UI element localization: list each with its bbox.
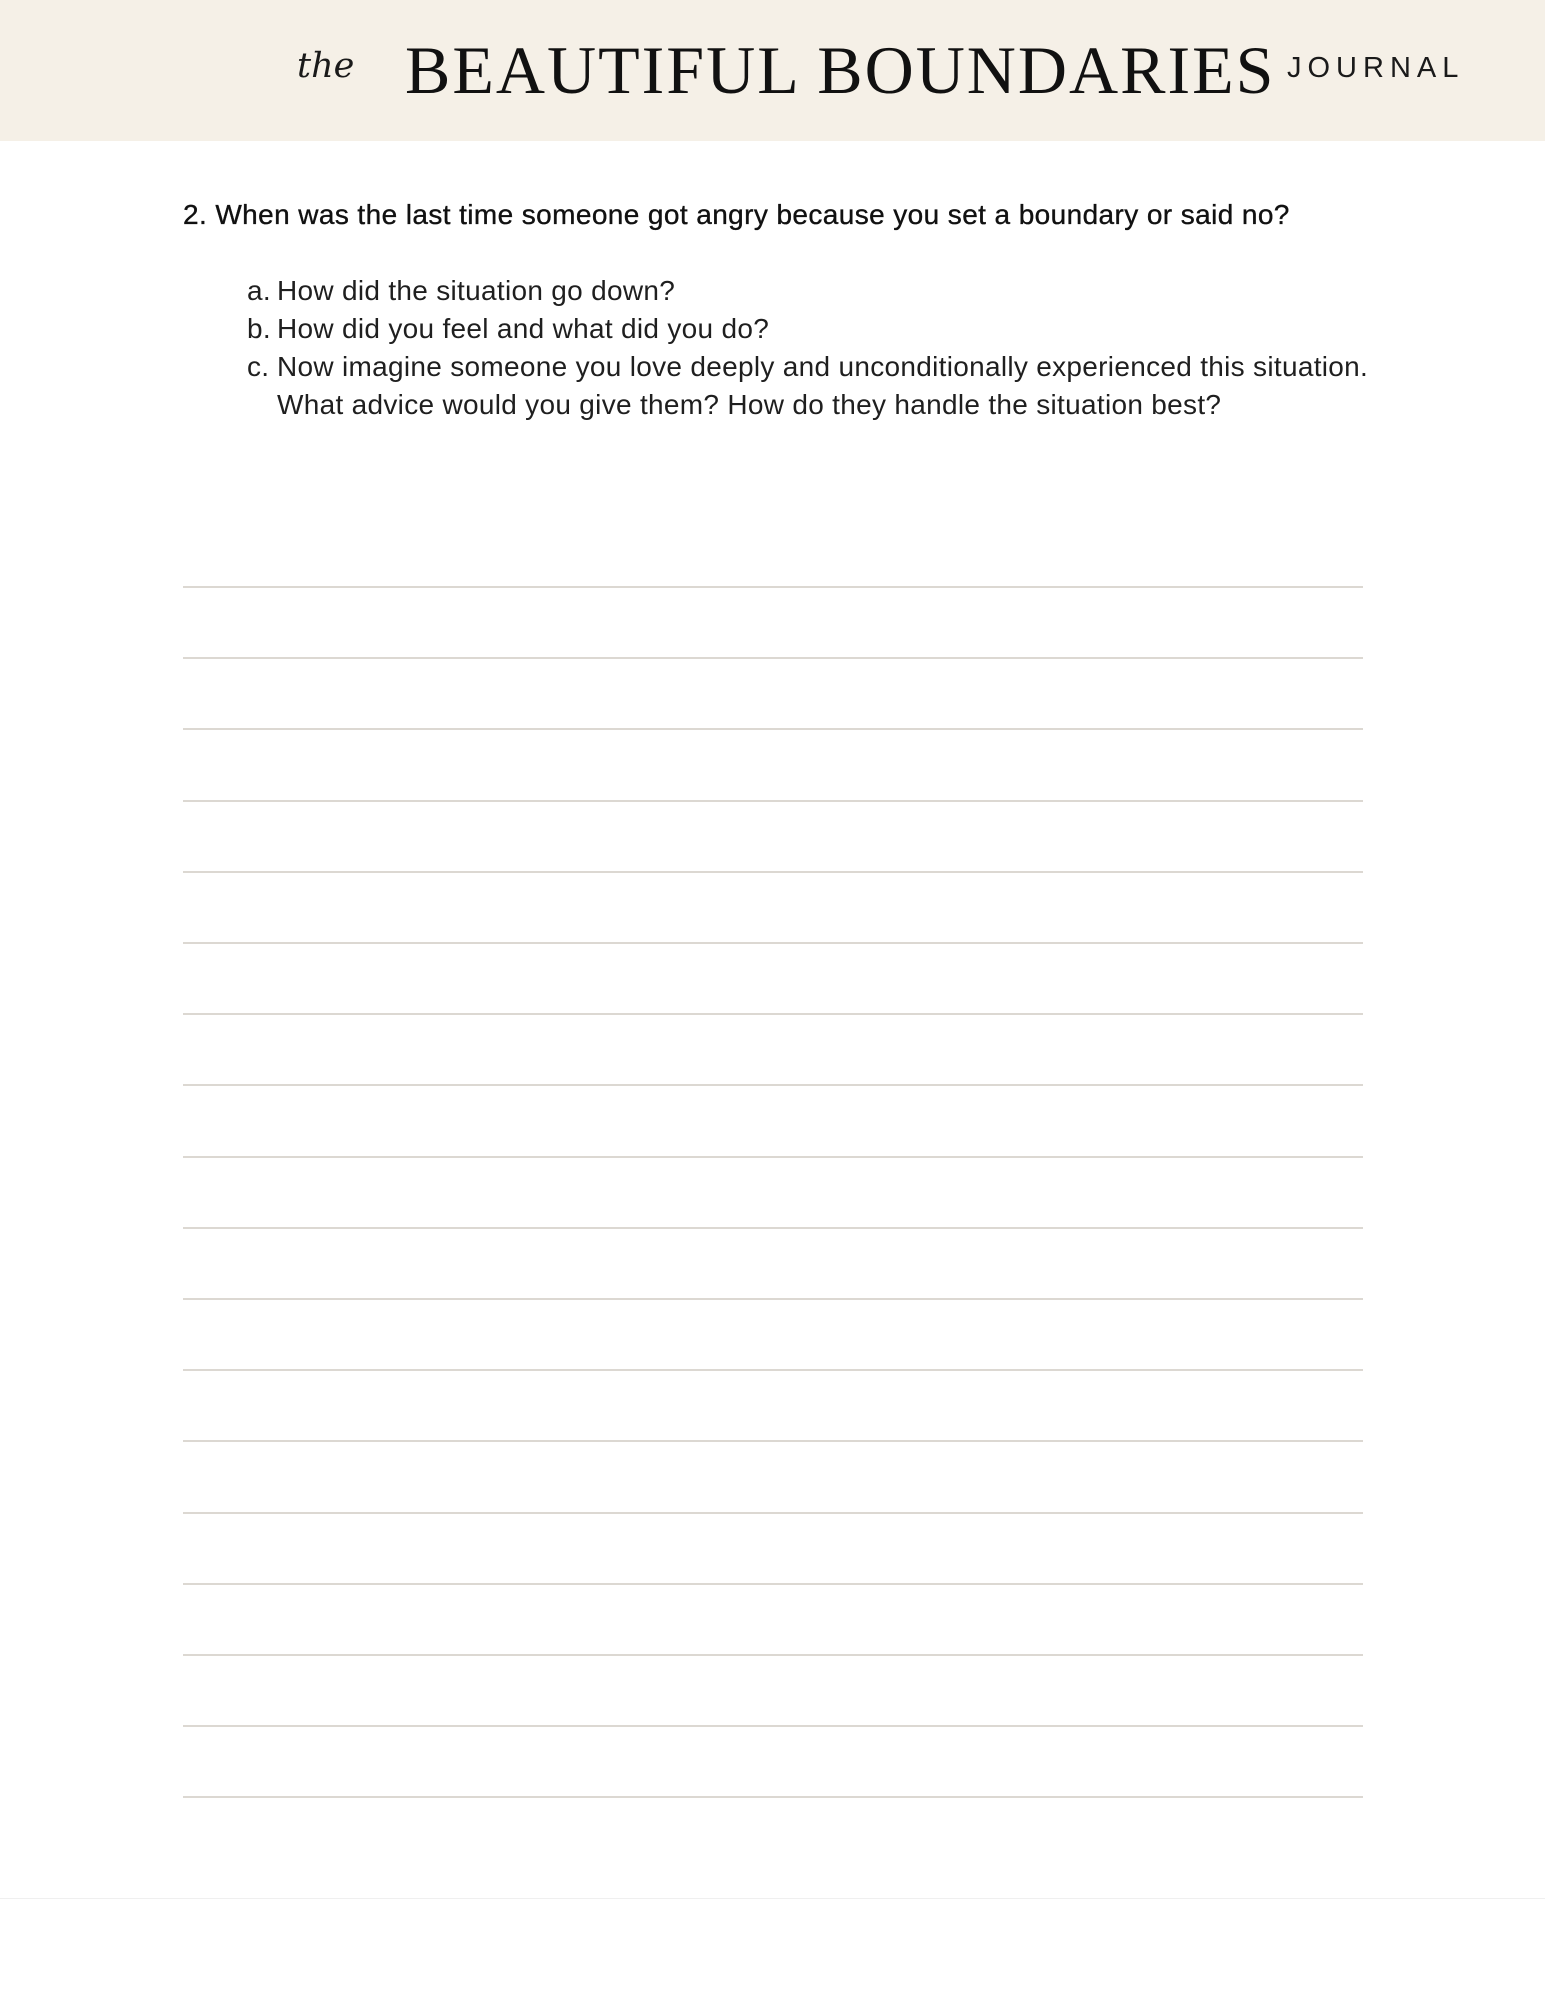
writing-line[interactable] bbox=[183, 942, 1363, 944]
journal-header bbox=[0, 0, 1545, 141]
writing-area[interactable] bbox=[183, 586, 1363, 1796]
writing-line[interactable] bbox=[183, 657, 1363, 659]
writing-line[interactable] bbox=[183, 1512, 1363, 1514]
sub-question-b bbox=[183, 310, 1373, 348]
writing-line[interactable] bbox=[183, 1440, 1363, 1442]
writing-line[interactable] bbox=[183, 1725, 1363, 1727]
journal-subtitle: JOURNAL bbox=[1287, 52, 1465, 84]
writing-line[interactable] bbox=[183, 1227, 1363, 1229]
sub-question-a bbox=[183, 272, 1373, 310]
sub-question-marker: b. bbox=[247, 313, 271, 344]
writing-line[interactable] bbox=[183, 1583, 1363, 1585]
sub-question-list bbox=[183, 272, 1373, 424]
writing-line[interactable] bbox=[183, 1156, 1363, 1158]
writing-line[interactable] bbox=[183, 871, 1363, 873]
writing-line[interactable] bbox=[183, 728, 1363, 730]
writing-line[interactable] bbox=[183, 1369, 1363, 1371]
sub-question-text: How did you feel and what did you do? bbox=[277, 313, 770, 344]
sub-question-text: How did the situation go down? bbox=[277, 275, 676, 306]
writing-line[interactable] bbox=[183, 586, 1363, 588]
sub-question-text: Now imagine someone you love deeply and unconditionally experienced this situation. What advice would you give them? How do they handle the situation best? bbox=[277, 351, 1369, 420]
writing-line[interactable] bbox=[183, 1013, 1363, 1015]
sub-question-c bbox=[183, 348, 1373, 424]
writing-line[interactable] bbox=[183, 1298, 1363, 1300]
journal-title: BEAUTIFUL BOUNDARIES bbox=[405, 32, 1276, 108]
writing-line[interactable] bbox=[183, 1796, 1363, 1798]
writing-line[interactable] bbox=[183, 800, 1363, 802]
footer-divider bbox=[0, 1898, 1545, 1899]
header-the-word: the bbox=[297, 46, 355, 86]
question-prompt: 2. When was the last time someone got angry because you set a boundary or said no? bbox=[183, 199, 1290, 230]
writing-line[interactable] bbox=[183, 1084, 1363, 1086]
sub-question-marker: c. bbox=[247, 351, 270, 382]
writing-line[interactable] bbox=[183, 1654, 1363, 1656]
sub-question-marker: a. bbox=[247, 275, 271, 306]
